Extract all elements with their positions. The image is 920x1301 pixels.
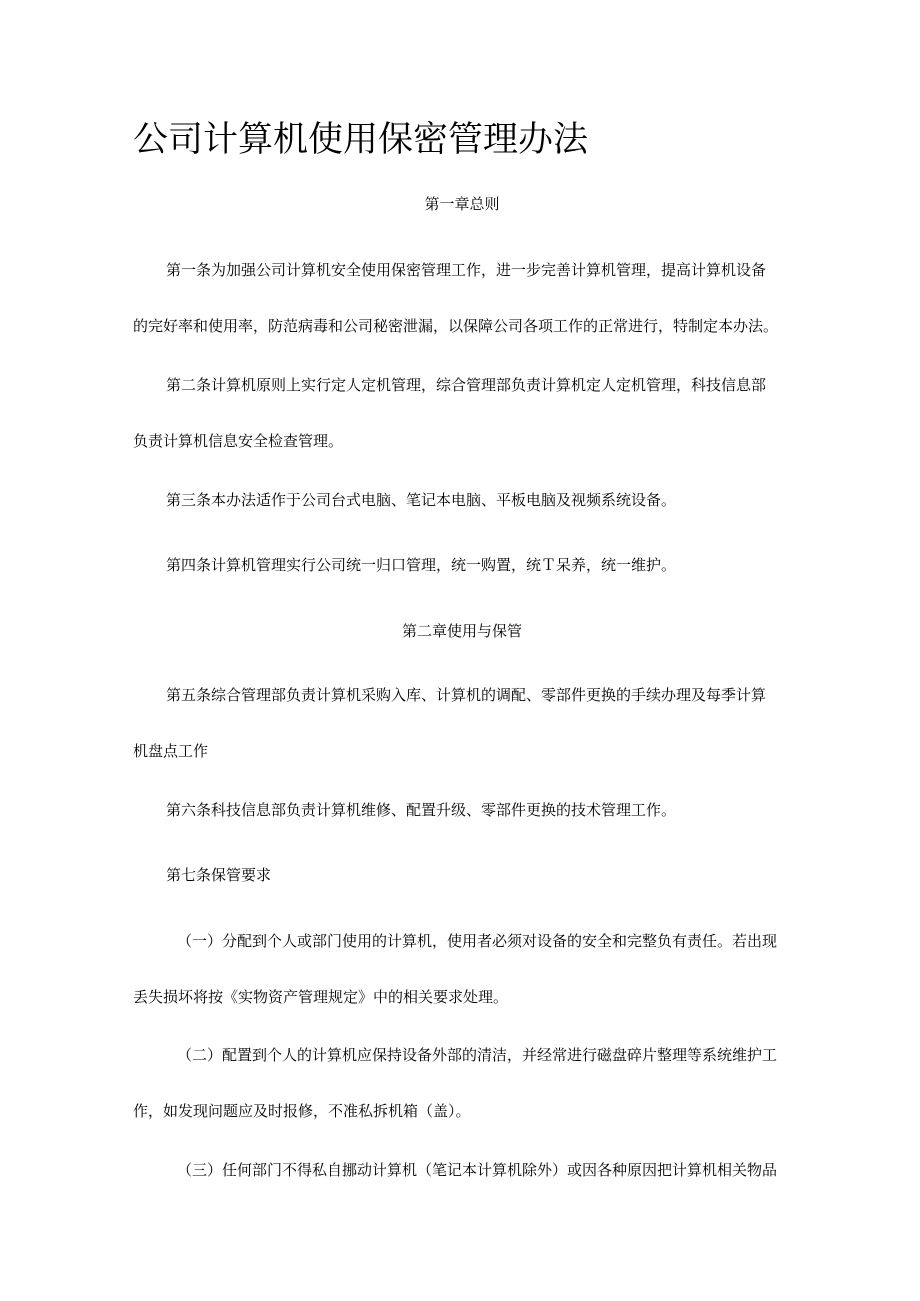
article-1 <box>133 260 791 336</box>
article-2-line-2: 负责计算机信息安全检查管理。 <box>133 432 344 450</box>
clause-2-line-2: 作，如发现问题应及时报修，不准私拆机箱（盖）。 <box>133 1102 471 1120</box>
article-6-line-1: 第六条科技信息部负责计算机维修、配置升级、零部件更换的技术管理工作。 <box>166 801 677 819</box>
article-5 <box>133 685 791 761</box>
document-title: 公司计算机使用保密管理办法 <box>133 120 589 160</box>
chapter-heading-2: 第二章使用与保管 <box>401 622 522 640</box>
article-1-line-1: 第一条为加强公司计算机安全使用保密管理工作，进一步完善计算机管理，提高计算机设备 <box>166 261 767 279</box>
clause-3 <box>133 1160 791 1180</box>
article-1-line-2: 的完好率和使用率，防范病毒和公司秘密泄漏，以保障公司各项工作的正常进行，特制定本办法。 <box>133 317 779 335</box>
article-7 <box>133 865 791 885</box>
clause-1 <box>133 931 791 1007</box>
clause-3-line-1: （三）任何部门不得私自挪动计算机（笔记本计算机除外）或因各种原因把计算机相关物品 <box>177 1161 778 1179</box>
clause-2-line-1: （二）配置到个人的计算机应保持设备外部的清洁，并经常进行磁盘碎片整理等系统维护工 <box>177 1046 778 1064</box>
clause-1-line-1: （一）分配到个人或部门使用的计算机，使用者必须对设备的安全和完整负有责任。若出现 <box>177 932 778 950</box>
clause-2 <box>133 1045 791 1121</box>
clause-1-line-2: 丢失损坏将按《实物资产管理规定》中的相关要求处理。 <box>133 988 509 1006</box>
article-2-line-1: 第二条计算机原则上实行定人定机管理，综合管理部负责计算机定人定机管理，科技信息部 <box>166 376 767 394</box>
article-2 <box>133 375 791 451</box>
chapter-heading-1: 第一章总则 <box>424 195 500 213</box>
article-4-line-1: 第四条计算机管理实行公司统一归口管理，统一购置，统Ｔ呆养，统一维护。 <box>166 556 677 574</box>
article-6 <box>133 800 791 820</box>
article-5-line-2: 机盘点工作 <box>133 742 209 760</box>
article-3 <box>133 490 791 510</box>
article-5-line-1: 第五条综合管理部负责计算机采购入库、计算机的调配、零部件更换的手续办理及每季计算 <box>166 686 767 704</box>
article-4 <box>133 555 791 575</box>
article-7-line-1: 第七条保管要求 <box>166 866 272 884</box>
article-3-line-1: 第三条本办法适作于公司台式电脑、笔记本电脑、平板电脑及视频系统设备。 <box>166 491 677 509</box>
